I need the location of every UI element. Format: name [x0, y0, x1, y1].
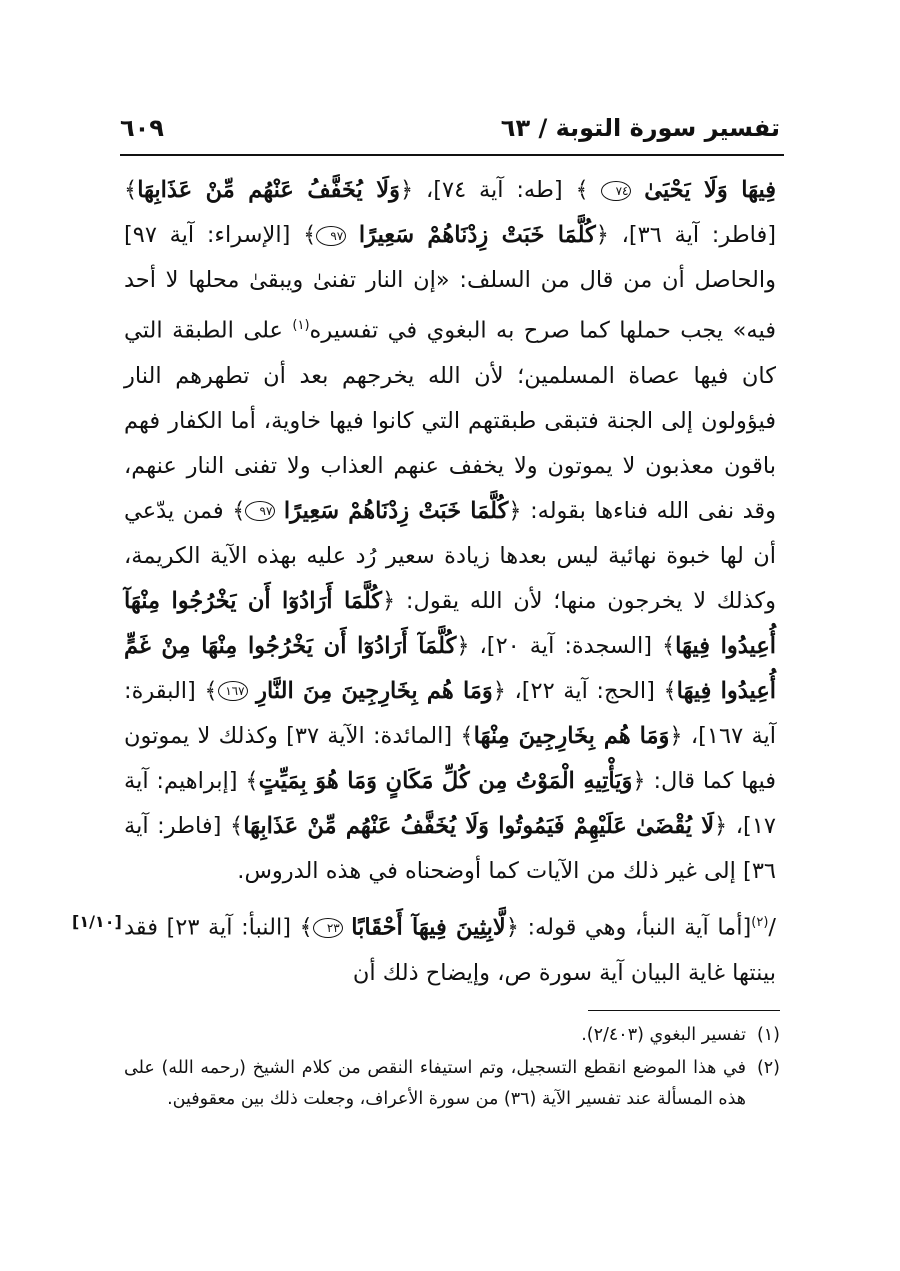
quran-verse: وَمَا هُم بِخَارِجِينَ مِنَ النَّارِ [256, 677, 493, 704]
bracket-open-icon: ﴿ [456, 632, 470, 659]
bracket-open-icon: ﴿ [508, 497, 522, 524]
page-number: ٦٠٩ [120, 114, 164, 142]
quran-verse: كُلَّمَآ أَرَادُوٓا أَن يَخْرُجُوا مِنْهَا مِنْ غَمٍّ أُعِيدُوا فِيهَا [124, 632, 777, 704]
bracket-open-icon: ﴿ [399, 177, 414, 203]
margin-tape-reference: [١/١٠] [72, 912, 122, 931]
bracket-open-icon: ﴿ [669, 722, 683, 749]
quran-verse: وَمَا هُم بِخَارِجِينَ مِنْهَا [473, 722, 670, 749]
footnote-item [124, 1020, 780, 1051]
footnote-number: (٢) [756, 1058, 780, 1078]
page-break-mark: / [768, 914, 776, 941]
prose-text: [النبأ: آية ٢٣] فقد بينتها غاية البيان آية سورة ص، وإيضاح ذلك أن [124, 914, 776, 986]
quran-verse: وَلَا يُخَفَّفُ عَنْهُم مِّنْ عَذَابِهَا [137, 177, 400, 203]
prose-text: على الطبقة التي كان فيها عصاة المسلمين؛ لأن الله يخرجهم بعد أن تطهرهم النار فيؤولون إلى الجنة فتبقى طبقتهم التي كانوا فيها خاوية، أما الكفار فهم باقون معذبون لا يموتون ولا يخفف عنهم العذاب ولا تفنى النار عنهم، وقد نفى الله فناءها بقوله: [124, 317, 777, 524]
footnote-number: (١) [756, 1025, 780, 1045]
ayah-number-mark: ١٦٧ [218, 681, 248, 701]
verse-reference: [الحج: آية ٢٢]، [514, 677, 655, 704]
ayah-number-mark: ٢٣ [313, 918, 343, 938]
bracket-close-icon: ﴾ [299, 914, 313, 941]
bracket-close-icon: ﴾ [204, 677, 218, 704]
prose-text: [فاطر: آية ٣٦] إلى غير ذلك من الآيات كما أوضحناه في هذه الدروس. [124, 812, 776, 884]
header-rule [120, 154, 784, 156]
prose-text: [المائدة: الآية ٣٧] وكذلك لا يموتون فيها كما قال: [124, 722, 777, 794]
bracket-close-icon: ﴾ [124, 177, 138, 203]
bracket-open-icon: ﴿ [595, 222, 609, 248]
footnote-text: في هذا الموضع انقطع التسجيل، وتم استيفاء النقص من كلام الشيخ (رحمه الله) على هذه المسألة عند تفسير الآية (٣٦) من سورة الأعراف، وجعلت ذلك بين معقوفين. [124, 1058, 746, 1109]
prose-text: [الإسراء: آية ٩٧] والحاصل أن من قال من السلف: «إن النار تفنىٰ ويبقىٰ محلها لا أحد فيه» يجب حملها كما صرح به البغوي في تفسيره [124, 222, 776, 344]
quran-verse: كُلَّمَا أَرَادُوٓا أَن يَخْرُجُوا مِنْهَآ أُعِيدُوا فِيهَا [124, 587, 777, 659]
bracket-close-icon: ﴾ [303, 222, 317, 248]
footnote-item [124, 1053, 780, 1115]
verse-reference: [السجدة: آية ٢٠]، [479, 632, 652, 659]
bracket-close-icon: ﴾ [245, 767, 259, 794]
prose-text: فمن يدّعي أن لها خبوة نهائية ليس بعدها زيادة سعير رُد عليه بهذه الآية الكريمة، وكذلك لا يخرجون منها؛ لأن الله يقول: [124, 497, 776, 614]
quran-verse: كُلَّمَا خَبَتْ زِدْنَاهُمْ سَعِيرًا [358, 222, 596, 248]
quran-verse: لَا يُقْضَىٰ عَلَيْهِمْ فَيَمُوتُوا وَلَا يُخَفَّفُ عَنْهُم مِّنْ عَذَابِهَا [243, 812, 715, 839]
quran-verse: لَّابِثِينَ فِيهَآ أَحْقَابًا [351, 914, 506, 941]
page-header [120, 112, 780, 150]
footnotes [124, 1020, 780, 1117]
verse-reference: [إبراهيم: آية ١٧]، [124, 767, 776, 839]
quran-verse: وَيَأْتِيهِ الْمَوْتُ مِن كُلِّ مَكَانٍ وَمَا هُوَ بِمَيِّتٍ [258, 767, 633, 794]
ayah-number-mark: ٩٧ [316, 226, 346, 246]
bracket-close-icon: ﴾ [232, 497, 246, 524]
bracket-open-icon: ﴿ [492, 677, 506, 704]
bracket-close-icon: ﴾ [663, 677, 677, 704]
bracket-open-icon: ﴿ [505, 914, 519, 941]
bracket-open-icon: ﴿ [382, 587, 396, 614]
footnote-ref[interactable]: (٢) [751, 915, 769, 930]
main-paragraph [124, 168, 776, 894]
second-paragraph [124, 900, 776, 996]
footnote-rule [588, 1010, 780, 1011]
bracket-close-icon: ﴾ [661, 632, 676, 659]
bracket-open-icon: ﴿ [632, 767, 646, 794]
quran-verse: فِيهَا وَلَا يَحْيَىٰ [644, 177, 776, 203]
bracket-close-icon: ﴾ [460, 722, 474, 749]
ayah-number-mark: ٩٧ [245, 501, 275, 521]
footnote-text: تفسير البغوي (٢/٤٠٣). [581, 1025, 746, 1045]
verse-reference: [فاطر: آية ٣٦]، [621, 222, 777, 248]
footnote-ref[interactable]: (١) [292, 318, 310, 333]
quran-verse: كُلَّمَا خَبَتْ زِدْنَاهُمْ سَعِيرًا [283, 497, 509, 524]
verse-reference: [طه: آية ٧٤]، [425, 177, 563, 203]
bracket-close-icon: ﴾ [575, 177, 589, 203]
prose-text: [أما آية النبأ، وهي قوله: [527, 914, 752, 941]
bracket-close-icon: ﴾ [230, 812, 244, 839]
verse-reference: [البقرة: آية ١٦٧]، [124, 677, 777, 749]
ayah-number-mark: ٧٤ [601, 181, 631, 201]
running-title: تفسير سورة التوبة / ٦٣ [500, 114, 780, 142]
bracket-open-icon: ﴿ [714, 812, 728, 839]
